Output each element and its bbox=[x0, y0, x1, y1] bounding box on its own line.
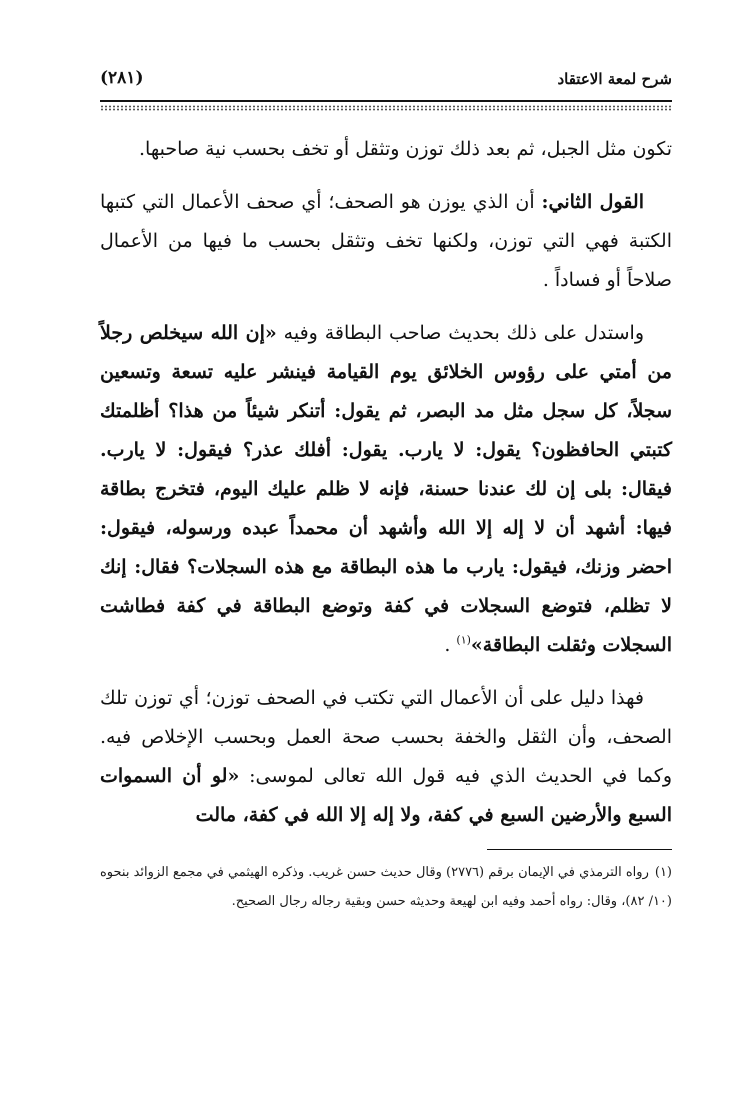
paragraph-4-intro: فهذا دليل على أن الأعمال التي تكتب في الصحف توزن؛ أي توزن تلك الصحف، وأن الثقل والخفة بحسب صحة العمل وبحسب الإخلاص فيه. وكما في الحديث الذي فيه قول الله تعالى لموسى: bbox=[100, 687, 672, 787]
footnote-1 bbox=[100, 858, 672, 916]
paragraph-2 bbox=[100, 183, 672, 300]
musa-hadith-quote: «لو أن السموات السبع والأرضين السبع في كفة، ولا إله إلا الله في كفة، مالت bbox=[100, 765, 672, 826]
footnotes bbox=[100, 858, 672, 916]
paragraph-3 bbox=[100, 314, 672, 665]
header-rule bbox=[100, 100, 672, 112]
book-page bbox=[100, 64, 672, 1044]
footnote-reference[interactable]: (١) bbox=[456, 633, 471, 647]
paragraph-1 bbox=[100, 130, 672, 169]
book-title: شرح لمعة الاعتقاد bbox=[557, 70, 672, 88]
card-hadith-quote: «إن الله سيخلص رجلاً من أمتي على رؤوس الخلائق يوم القيامة فينشر عليه تسعة وتسعين سجلاً، كل سجل مثل مد البصر، ثم يقول: أتنكر شيئاً من هذا؟ أظلمتك كتبتي الحافظون؟ يقول: لا يارب. يقول: أفلك عذر؟ فيقول: لا يارب. فيقال: بلى إن لك عندنا حسنة، فإنه لا ظلم عليك اليوم، فتخرج بطاقة فيها: أشهد أن لا إله إلا الله وأشهد أن محمداً عبده ورسوله، فيقول: احضر وزنك، فيقول: يارب ما هذه البطاقة مع هذه السجلات؟ فقال: إنك لا تظلم، فتوضع السجلات في كفة وتوضع البطاقة في كفة فطاشت السجلات وثقلت البطاقة» bbox=[100, 322, 672, 656]
second-opinion-term: القول الثاني: bbox=[541, 191, 644, 213]
main-text bbox=[100, 130, 672, 835]
paragraph-3-intro: واستدل على ذلك بحديث صاحب البطاقة وفيه bbox=[276, 322, 644, 344]
paragraph-1-text: تكون مثل الجبل، ثم بعد ذلك توزن وتثقل أو تخف بحسب نية صاحبها. bbox=[139, 138, 672, 160]
paragraph-2-text: أن الذي يوزن هو الصحف؛ أي صحف الأعمال التي كتبها الكتبة فهي التي توزن، ولكنها تخف وتثقل بحسب ما فيها من الأعمال صلاحاً أو فساداً . bbox=[100, 191, 672, 291]
header-solid-line bbox=[100, 100, 672, 102]
footnote-1-text: رواه الترمذي في الإيمان برقم (٢٧٧٦) وقال حديث حسن غريب. وذكره الهيثمي في مجمع الزوائد بنحوه (١٠/ ٨٢)، وقال: رواه أحمد وفيه ابن لهيعة وحديثه حسن وبقية رجاله رجال الصحيح. bbox=[100, 865, 672, 909]
footnote-1-mark: (١) bbox=[654, 865, 672, 880]
page-number: (٢٨١) bbox=[100, 68, 144, 88]
running-header bbox=[100, 64, 672, 98]
header-dotted-band bbox=[100, 105, 672, 111]
paragraph-3-end: . bbox=[444, 634, 457, 656]
footnote-separator bbox=[487, 849, 672, 850]
paragraph-4 bbox=[100, 679, 672, 835]
